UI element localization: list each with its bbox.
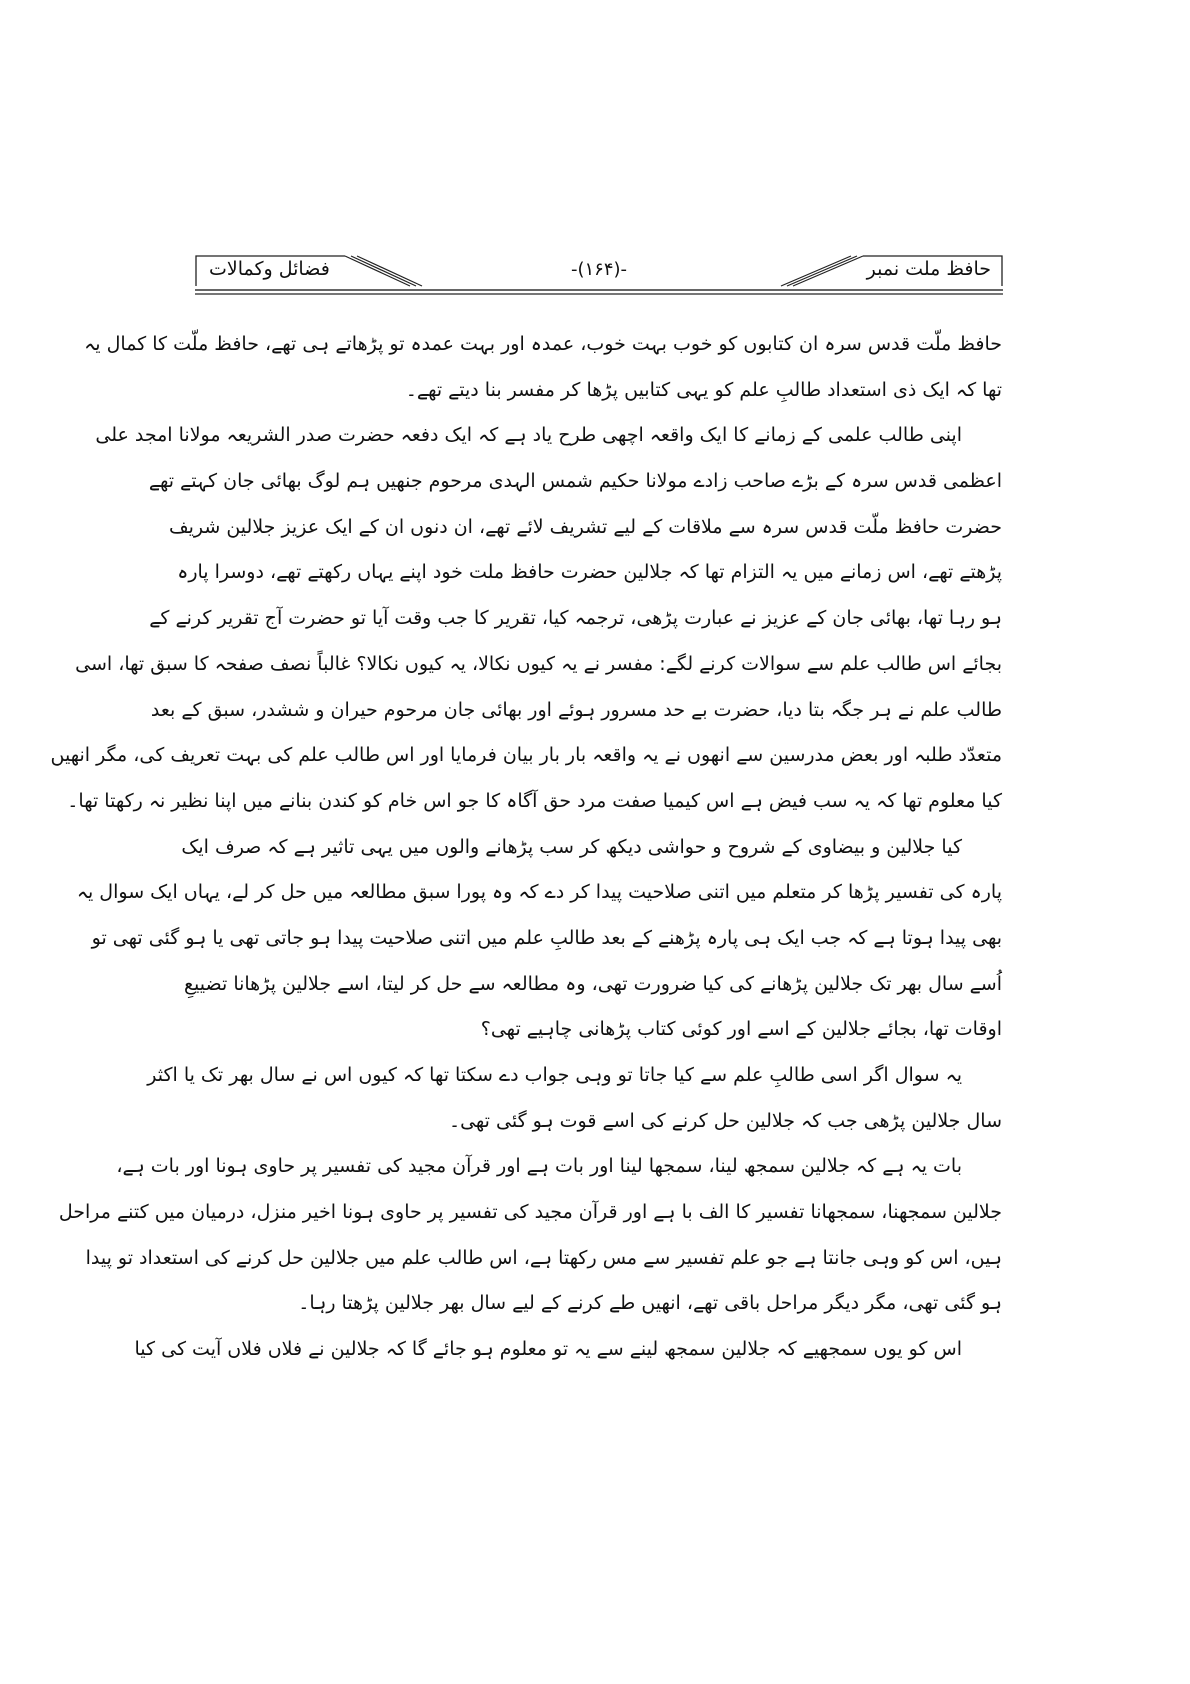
paragraph	[76, 825, 1002, 1053]
text-line: اپنی طالب علمی کے زمانے کا ایک واقعہ اچھی طرح یاد ہے کہ ایک دفعہ حضرت صدر الشریعہ مولانا امجد علی	[95, 424, 962, 447]
text-line: اوقات تھا، بجائے جلالین کے اسے اور کوئی کتاب پڑھانی چاہیے تھی؟	[480, 1018, 1002, 1041]
publication-title: حافظ ملت نمبر	[866, 258, 991, 280]
text-line: یہ سوال اگر اسی طالبِ علم سے کیا جاتا تو وہی جواب دے سکتا تھا کہ کیوں اس نے سال بھر تک یا اکثر	[147, 1064, 962, 1086]
text-line: حضرت حافظ ملّت قدس سرہ سے ملاقات کے لیے تشریف لائے تھے، ان دنوں ان کے ایک عزیز جلالین شریف	[168, 515, 1002, 538]
paragraph	[134, 1327, 1002, 1373]
text-line: طالب علم نے ہر جگہ بتا دیا، حضرت بے حد مسرور ہوئے اور بھائی جان مرحوم حیران و ششدر، سبق کے بعد	[150, 698, 1002, 721]
page-number: -(۱۶۴)-	[570, 259, 628, 280]
text-line: ہو گئی تھی، مگر دیگر مراحل باقی تھے، انھیں طے کرنے کے لیے سال بھر جلالین پڑھتا رہا۔	[298, 1292, 1002, 1315]
section-title: فضائل وکمالات	[209, 258, 330, 280]
text-line: بھی پیدا ہوتا ہے کہ جب ایک ہی پارہ پڑھنے کے بعد طالبِ علم میں اتنی صلاحیت پیدا ہو جاتی تھی یا ہو گئی تھی تو	[91, 926, 1002, 949]
text-line: سال جلالین پڑھی جب کہ جلالین حل کرنے کی اسے قوت ہو گئی تھی۔	[448, 1109, 1002, 1132]
text-line: اس کو یوں سمجھیے کہ جلالین سمجھ لینے سے یہ تو معلوم ہو جائے گا کہ جلالین نے فلاں فلاں آیت کی کیا	[134, 1338, 962, 1361]
paragraph	[147, 1053, 1002, 1144]
page-body-text	[50, 322, 1002, 1373]
paragraph	[50, 413, 1002, 824]
text-line: بجائے اس طالب علم سے سوالات کرنے لگے: مفسر نے یہ کیوں نکالا، یہ کیوں نکالا؟ غالباً نصف صفحہ کا سبق تھا، اسی	[75, 652, 1002, 675]
paragraph	[58, 1144, 1002, 1327]
paragraph	[84, 322, 1002, 413]
text-line: اُسے سال بھر تک جلالین پڑھانے کی کیا ضرورت تھی، وہ مطالعہ سے حل کر لیتا، اسے جلالین پڑھانا تضییعِ	[183, 972, 1002, 995]
text-line: متعدّد طلبہ اور بعض مدرسین سے انھوں نے یہ واقعہ بار بار بیان فرمایا اور اس طالب علم کی بہت تعریف کی، مگر انھیں	[50, 744, 1002, 767]
text-line: حافظ ملّت قدس سرہ ان کتابوں کو خوب بہت خوب، عمدہ اور بہت عمدہ تو پڑھاتے ہی تھے، حافظ ملّت کا کمال یہ	[84, 333, 1002, 355]
text-line: پڑھتے تھے، اس زمانے میں یہ التزام تھا کہ جلالین حضرت حافظ ملت خود اپنے یہاں رکھتے تھے، دوسرا پارہ	[177, 561, 1002, 584]
text-line: ہو رہا تھا، بھائی جان کے عزیز نے عبارت پڑھی، ترجمہ کیا، تقریر کا جب وقت آیا تو حضرت آج تقریر کرنے کے	[149, 607, 1002, 630]
text-line: ہیں، اس کو وہی جانتا ہے جو علم تفسیر سے مس رکھتا ہے، اس طالب علم میں جلالین حل کرنے کی استعداد تو پیدا	[85, 1246, 1002, 1269]
text-line: کیا جلالین و بیضاوی کے شروح و حواشی دیکھ کر سب پڑھانے والوں میں یہی تاثیر ہے کہ صرف ایک	[181, 835, 962, 858]
text-line: کیا معلوم تھا کہ یہ سب فیض ہے اس کیمیا صفت مرد حق آگاہ کا جو اس خام کو کندن بنانے میں اپنا نظیر نہ رکھتا تھا۔	[67, 789, 1002, 812]
page-header	[195, 252, 1003, 302]
text-line: پارہ کی تفسیر پڑھا کر متعلم میں اتنی صلاحیت پیدا کر دے کہ وہ پورا سبق مطالعہ میں حل کر لے، یہاں ایک سوال یہ	[76, 881, 1002, 904]
text-line: بات یہ ہے کہ جلالین سمجھ لینا، سمجھا لینا اور بات ہے اور قرآن مجید کی تفسیر پر حاوی ہونا اور بات ہے،	[116, 1155, 962, 1178]
text-line: اعظمی قدس سرہ کے بڑے صاحب زادے مولانا حکیم شمس الہدی مرحوم جنھیں ہم لوگ بھائی جان کہتے تھے	[148, 470, 1002, 493]
text-line: تھا کہ ایک ذی استعداد طالبِ علم کو یہی کتابیں پڑھا کر مفسر بنا دیتے تھے۔	[405, 378, 1002, 401]
text-line: جلالین سمجھنا، سمجھانا تفسیر کا الف با ہے اور قرآن مجید کی تفسیر پر حاوی ہونا اخیر منزل، درمیان میں کتنے مراحل	[58, 1201, 1002, 1224]
